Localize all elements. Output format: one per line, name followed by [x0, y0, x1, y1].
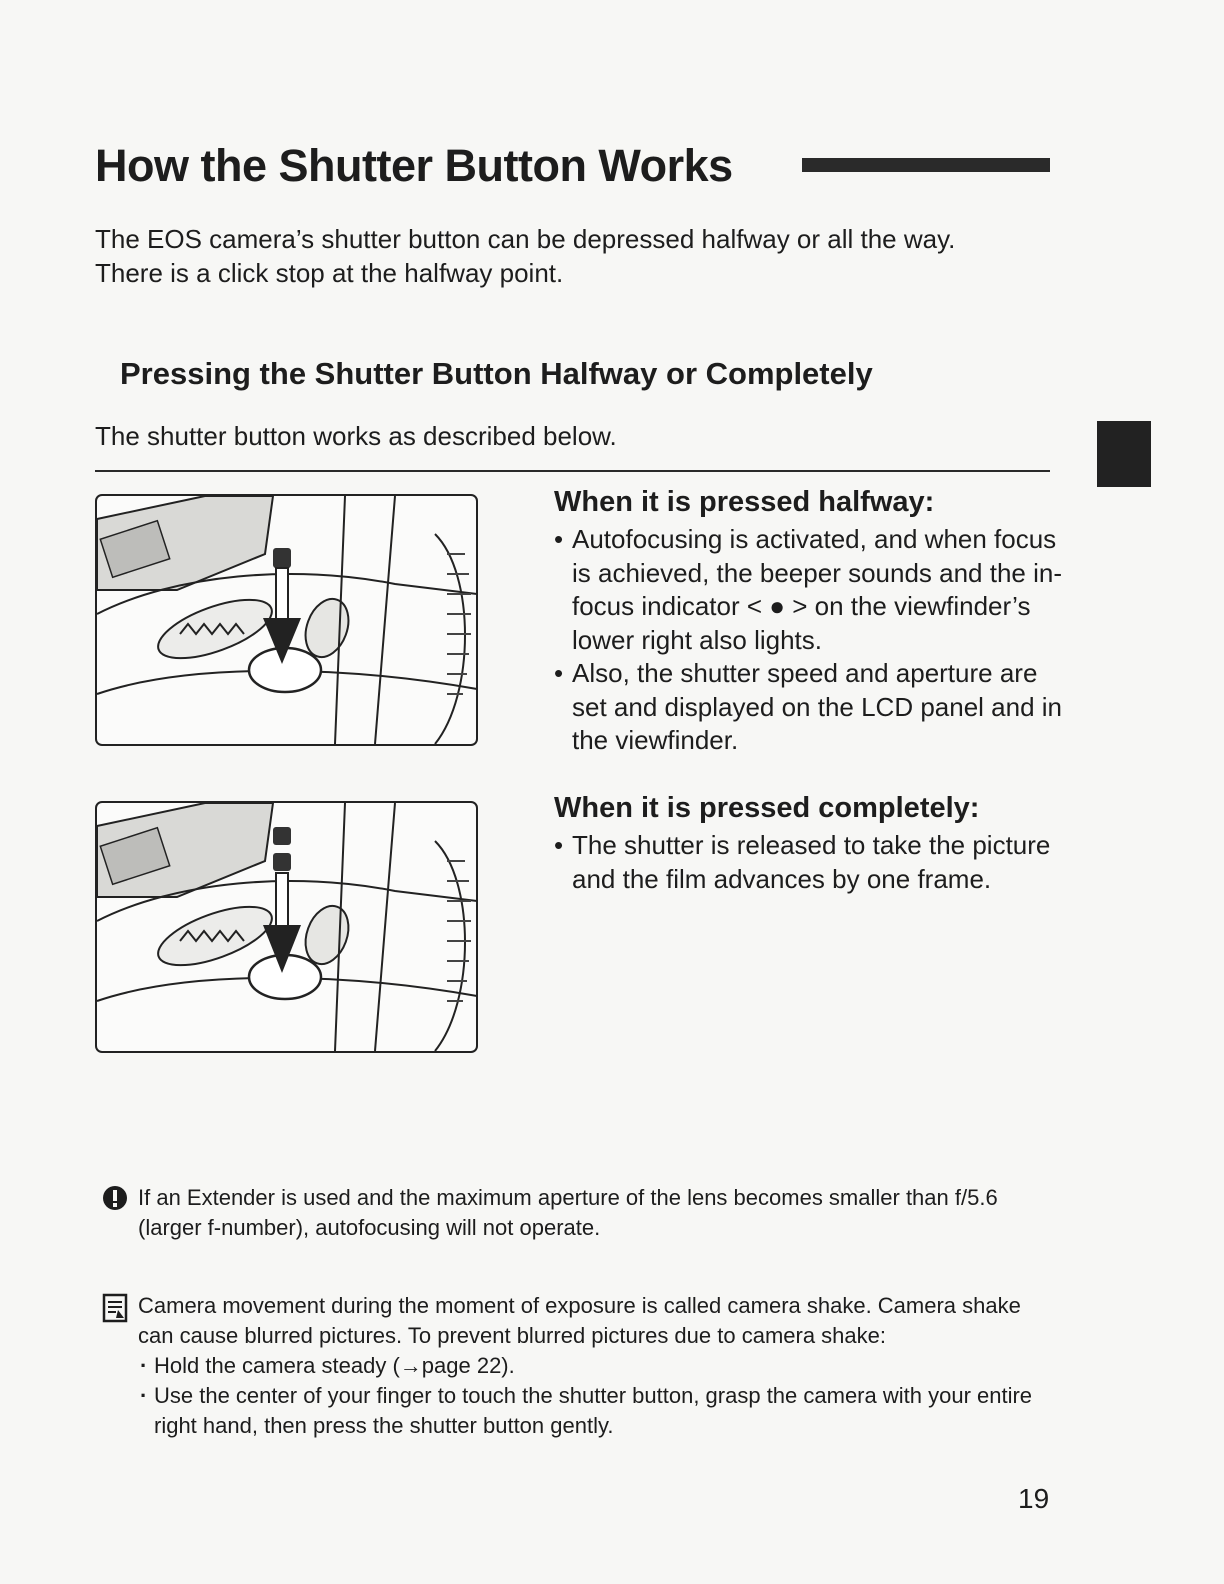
page-title: How the Shutter Button Works — [95, 140, 733, 191]
chapter-tab-marker — [1097, 421, 1151, 487]
list-item: · Hold the camera steady (→page 22). — [138, 1351, 1062, 1381]
completely-bullet-list — [554, 829, 1074, 896]
halfway-heading: When it is pressed halfway: — [554, 486, 935, 518]
list-item: • The shutter is released to take the picture and the film advances by one frame. — [554, 829, 1074, 896]
intro-line-2: There is a click stop at the halfway point. — [95, 258, 564, 288]
list-item: • Also, the shutter speed and aperture are set and displayed on the LCD panel and in the viewfinder. — [554, 657, 1074, 758]
shutter-completely-illustration — [95, 801, 478, 1053]
caution-icon — [102, 1185, 128, 1219]
memo-note — [102, 1291, 1062, 1441]
list-item: • Autofocusing is activated, and when focus is achieved, the beeper sounds and the in-focus indicator < ● > on the viewfinder’s lower right also lights. — [554, 523, 1074, 657]
section-heading: Pressing the Shutter Button Halfway or Completely — [120, 356, 873, 391]
halfway-description — [554, 486, 1074, 758]
halfway-bullet-list — [554, 523, 1074, 758]
memo-icon — [102, 1293, 128, 1331]
camera-halfway-drawing — [95, 494, 478, 746]
section-description: The shutter button works as described below. — [95, 421, 617, 451]
camera-completely-drawing — [95, 801, 478, 1053]
intro-paragraph — [95, 222, 1075, 290]
page-number: 19 — [1018, 1483, 1050, 1514]
shutter-halfway-illustration — [95, 494, 478, 746]
memo-text: Camera movement during the moment of exposure is called camera shake. Camera shake can cause blurred pictures. To prevent blurred pictures due to camera shake: — [138, 1293, 1021, 1348]
list-item: · Use the center of your finger to touch the shutter button, grasp the camera with your entire right hand, then press the shutter button gently. — [138, 1381, 1062, 1441]
caution-text: If an Extender is used and the maximum aperture of the lens becomes smaller than f/5.6 (larger f-number), autofocusing will not operate. — [138, 1185, 998, 1240]
memo-list — [138, 1351, 1062, 1441]
caution-note — [102, 1183, 1062, 1243]
section-divider — [95, 470, 1050, 472]
completely-heading: When it is pressed completely: — [554, 792, 980, 824]
intro-line-1: The EOS camera’s shutter button can be depressed halfway or all the way. — [95, 224, 956, 254]
title-rule-bar — [802, 158, 1050, 172]
completely-description — [554, 792, 1074, 896]
